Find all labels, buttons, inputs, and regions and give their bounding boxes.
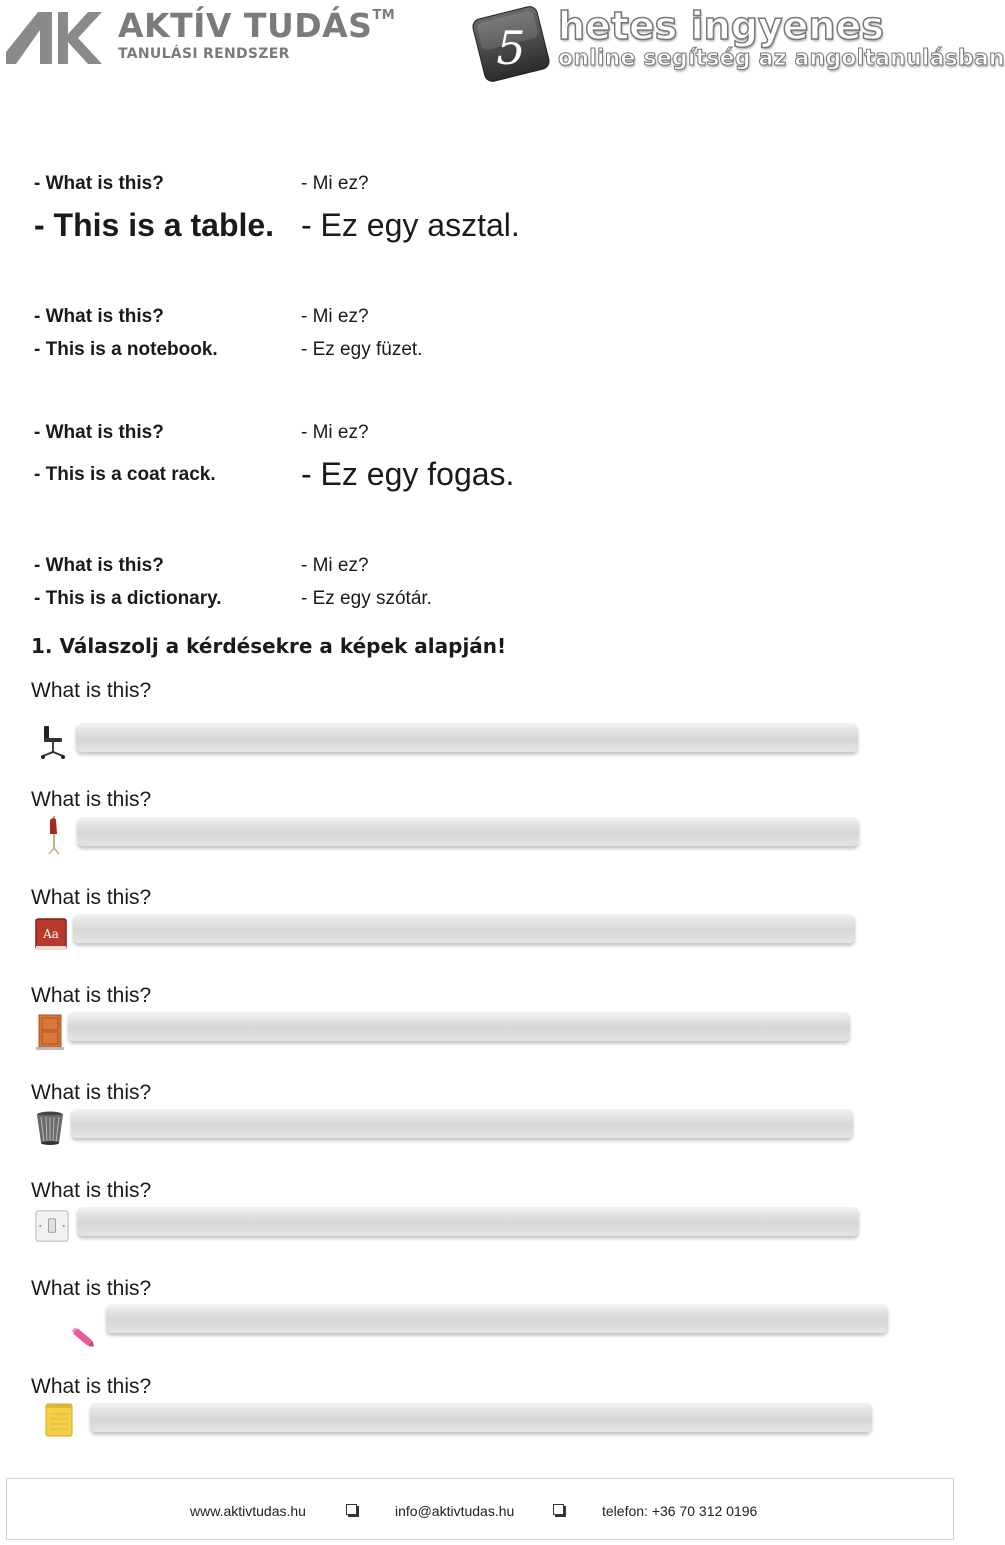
dialogue-4-question-en: - What is this? — [34, 555, 164, 576]
light-switch-icon — [35, 1206, 69, 1246]
exercise-prompt-6: What is this? — [31, 1179, 152, 1202]
answer-field-3[interactable] — [73, 913, 855, 943]
footer-email-link[interactable]: info@aktivtudas.hu — [395, 1503, 515, 1519]
exercise-prompt-8: What is this? — [31, 1375, 152, 1398]
trademark-mark: TM — [372, 8, 396, 23]
promo-headline: hetes ingyenes — [558, 4, 884, 48]
answer-field-8[interactable] — [90, 1402, 872, 1432]
aktiv-tudas-logo-icon — [6, 12, 102, 64]
exercise-prompt-1: What is this? — [31, 679, 152, 702]
exercise-prompt-5: What is this? — [31, 1081, 152, 1104]
dialogue-3-question-en: - What is this? — [34, 422, 164, 443]
dialogue-2-question-en: - What is this? — [34, 306, 164, 327]
brand-title: AKTÍV TUDÁS™ — [118, 6, 396, 45]
dialogue-3-answer-en: - This is a coat rack. — [34, 464, 216, 485]
dialogue-4-answer-en: - This is a dictionary. — [34, 588, 222, 609]
answer-field-7[interactable] — [106, 1303, 888, 1333]
exercise-prompt-3: What is this? — [31, 886, 152, 909]
dialogue-1-question-hu: - Mi ez? — [301, 173, 369, 194]
answer-field-6[interactable] — [77, 1206, 859, 1236]
dialogue-4-answer-hu: - Ez egy szótár. — [301, 588, 432, 609]
dialogue-2-answer-en: - This is a notebook. — [34, 339, 218, 360]
dialogue-1-answer-hu: - Ez egy asztal. — [301, 207, 520, 243]
badge-number: 5 — [496, 21, 526, 75]
dialogue-3-answer-hu: - Ez egy fogas. — [301, 456, 515, 492]
dialogue-2-answer-hu: - Ez egy füzet. — [301, 339, 423, 360]
exercise-prompt-7: What is this? — [31, 1277, 152, 1300]
exercise-title: 1. Válaszolj a kérdésekre a képek alapján! — [31, 634, 507, 658]
door-icon — [33, 1012, 67, 1052]
answer-field-5[interactable] — [71, 1108, 853, 1138]
checkbox-bullet-icon — [346, 1504, 357, 1515]
wastebasket-icon — [33, 1108, 67, 1148]
exercise-prompt-2: What is this? — [31, 788, 152, 811]
dialogue-4-question-hu: - Mi ez? — [301, 555, 369, 576]
dictionary-icon — [34, 914, 68, 954]
brand-subtitle: TANULÁSI RENDSZER — [118, 46, 290, 62]
dialogue-2-question-hu: - Mi ez? — [301, 306, 369, 327]
footer — [6, 1478, 954, 1540]
answer-field-1[interactable] — [76, 722, 858, 752]
footer-phone: telefon: +36 70 312 0196 — [602, 1503, 758, 1519]
footer-website-link[interactable]: www.aktivtudas.hu — [190, 1503, 306, 1519]
dialogue-3-question-hu: - Mi ez? — [301, 422, 369, 443]
answer-field-4[interactable] — [68, 1011, 850, 1041]
exercise-prompt-4: What is this? — [31, 984, 152, 1007]
answer-field-2[interactable] — [77, 816, 859, 846]
dialogue-1-answer-en: - This is a table. — [34, 207, 275, 243]
coat-rack-icon — [38, 814, 72, 854]
notepad-icon — [42, 1400, 76, 1440]
office-chair-icon — [38, 722, 72, 762]
highlighter-icon — [66, 1318, 100, 1358]
promo-subline: online segítség az angoltanulásban — [558, 46, 1005, 71]
checkbox-bullet-icon — [553, 1504, 564, 1515]
five-week-badge-icon — [470, 4, 552, 84]
dictionary-icon-label: Aa — [43, 927, 59, 941]
dialogue-1-question-en: - What is this? — [34, 173, 164, 194]
